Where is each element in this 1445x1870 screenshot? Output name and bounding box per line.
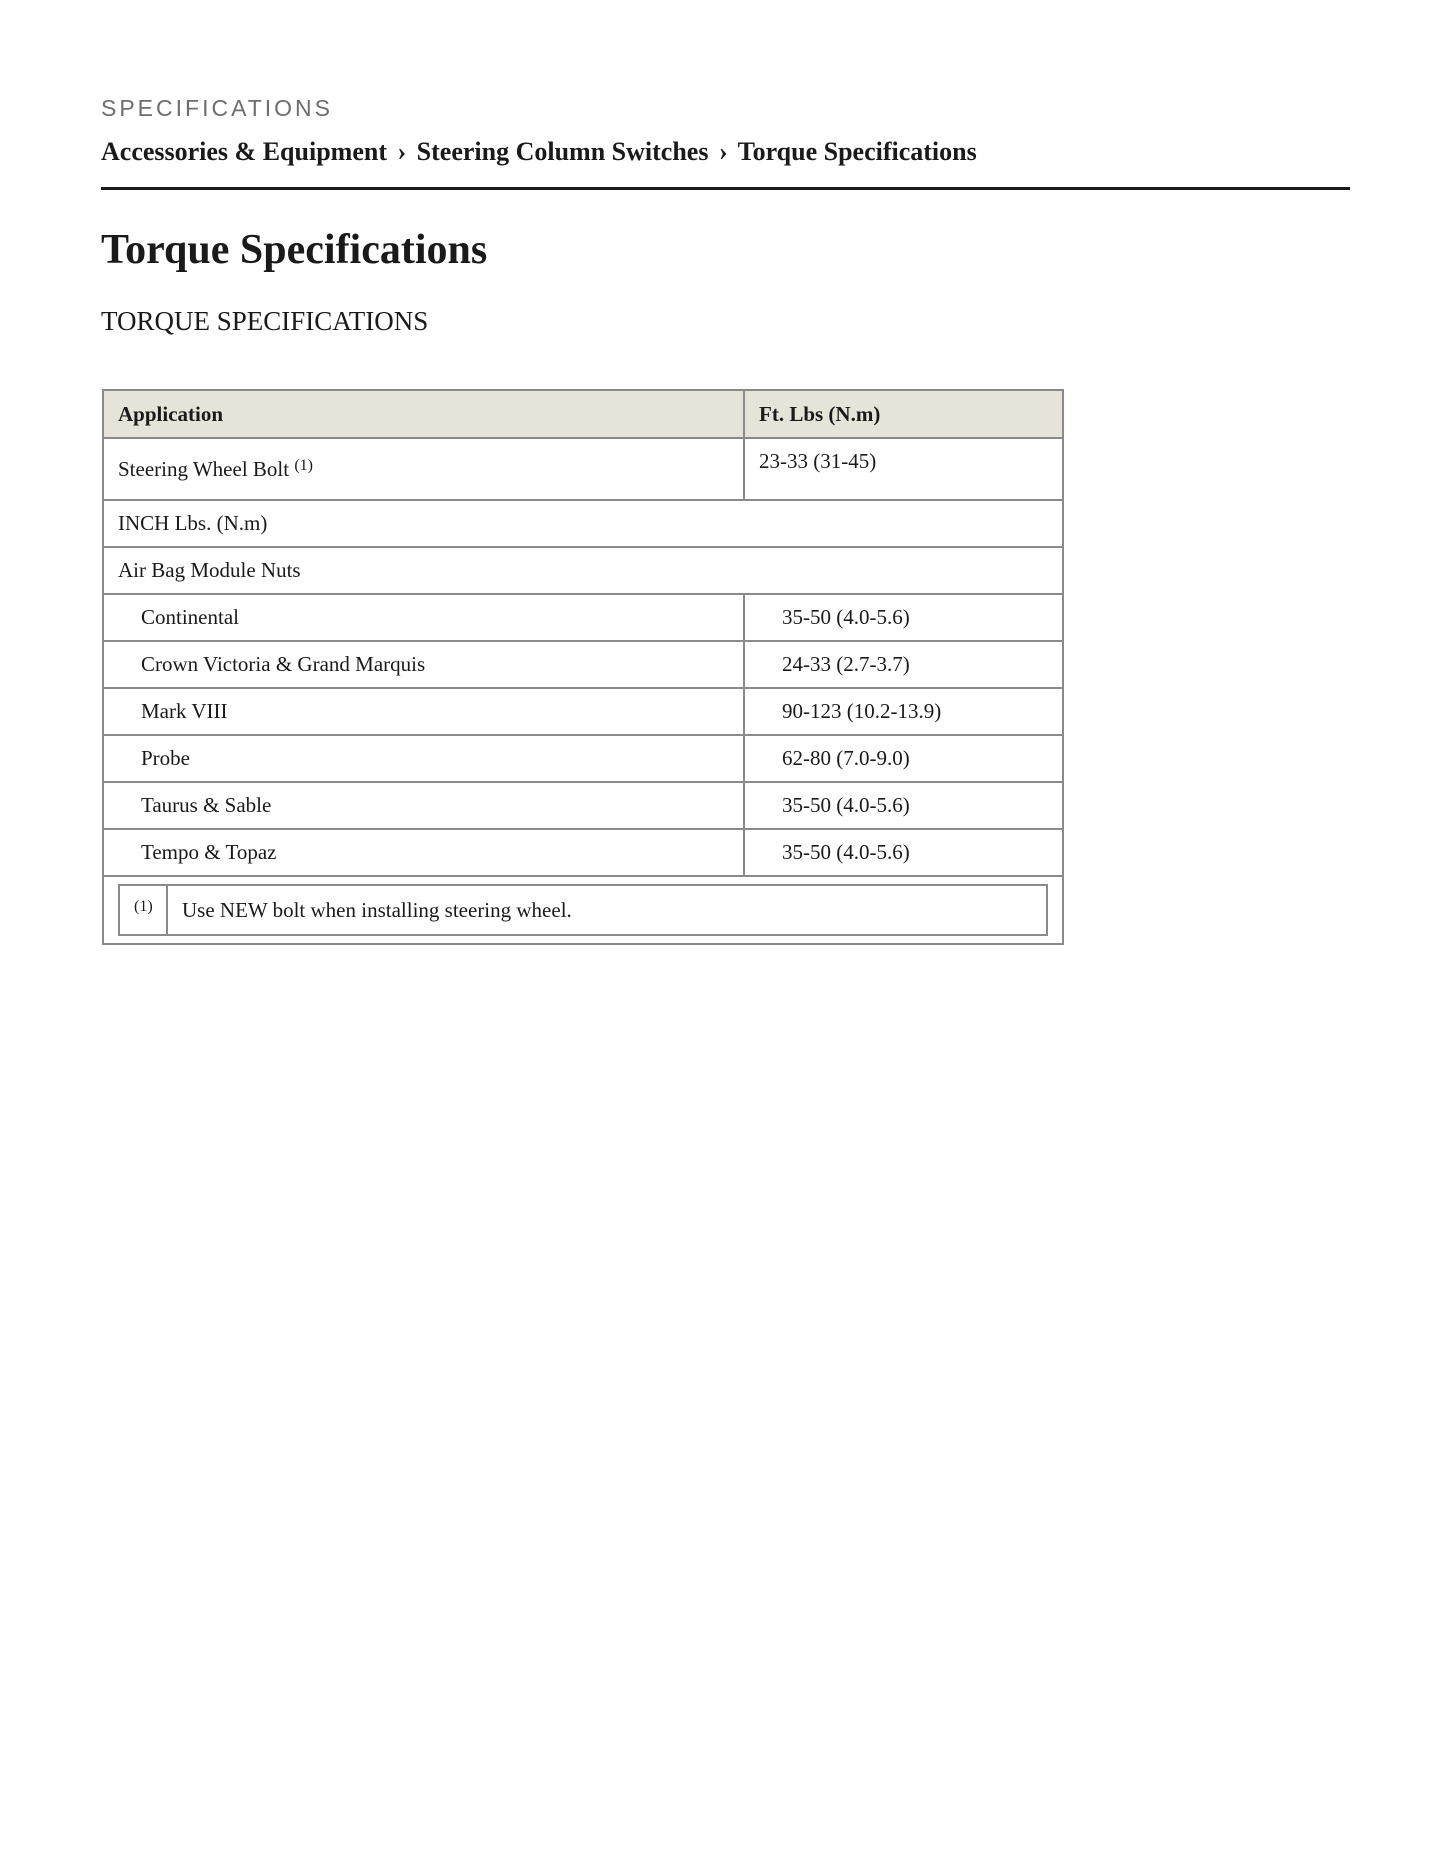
breadcrumb-item-torque-specifications[interactable]: Torque Specifications — [737, 137, 977, 166]
table-row — [103, 641, 1063, 688]
cell-application: Mark VIII — [103, 688, 744, 735]
page-title: Torque Specifications — [101, 227, 488, 273]
table-row — [103, 782, 1063, 829]
torque-spec-table — [102, 389, 1064, 945]
cell-application: Continental — [103, 594, 744, 641]
footnote-text: Use NEW bolt when installing steering wheel. — [167, 885, 1047, 935]
cell-value: 24-33 (2.7-3.7) — [744, 641, 1063, 688]
table-footnote-row — [103, 876, 1063, 944]
cell-unit-heading: INCH Lbs. (N.m) — [103, 500, 1063, 547]
column-header-ft-lbs: Ft. Lbs (N.m) — [744, 390, 1063, 438]
cell-application: Tempo & Topaz — [103, 829, 744, 876]
cell-application: Probe — [103, 735, 744, 782]
cell-value: 35-50 (4.0-5.6) — [744, 782, 1063, 829]
cell-application: Taurus & Sable — [103, 782, 744, 829]
table-row — [103, 594, 1063, 641]
table-row — [103, 829, 1063, 876]
cell-value: 62-80 (7.0-9.0) — [744, 735, 1063, 782]
cell-application — [103, 438, 744, 500]
footnote-table — [118, 884, 1048, 936]
cell-value: 90-123 (10.2-13.9) — [744, 688, 1063, 735]
header-divider — [101, 187, 1350, 190]
table-row — [103, 735, 1063, 782]
cell-application-text: Steering Wheel Bolt — [118, 456, 290, 481]
cell-value: 35-50 (4.0-5.6) — [744, 829, 1063, 876]
footnote-mark: (1) — [119, 885, 167, 935]
footnote-ref: (1) — [294, 456, 313, 474]
breadcrumb — [101, 137, 977, 167]
table-row-inch-lbs — [103, 500, 1063, 547]
breadcrumb-separator: › — [718, 137, 728, 166]
table-header-row — [103, 390, 1063, 438]
table-row-steering-wheel-bolt — [103, 438, 1063, 500]
table-row — [103, 688, 1063, 735]
section-label: SPECIFICATIONS — [101, 95, 333, 121]
footnote-cell — [103, 876, 1063, 944]
breadcrumb-separator: › — [397, 137, 407, 166]
cell-application: Crown Victoria & Grand Marquis — [103, 641, 744, 688]
table-subtitle: TORQUE SPECIFICATIONS — [101, 306, 429, 336]
cell-value: 23-33 (31-45) — [744, 438, 1063, 500]
column-header-application: Application — [103, 390, 744, 438]
breadcrumb-item-accessories[interactable]: Accessories & Equipment — [101, 137, 387, 166]
table-row-air-bag-module-nuts — [103, 547, 1063, 594]
cell-group-heading: Air Bag Module Nuts — [103, 547, 1063, 594]
breadcrumb-item-steering-column-switches[interactable]: Steering Column Switches — [416, 137, 709, 166]
cell-value: 35-50 (4.0-5.6) — [744, 594, 1063, 641]
